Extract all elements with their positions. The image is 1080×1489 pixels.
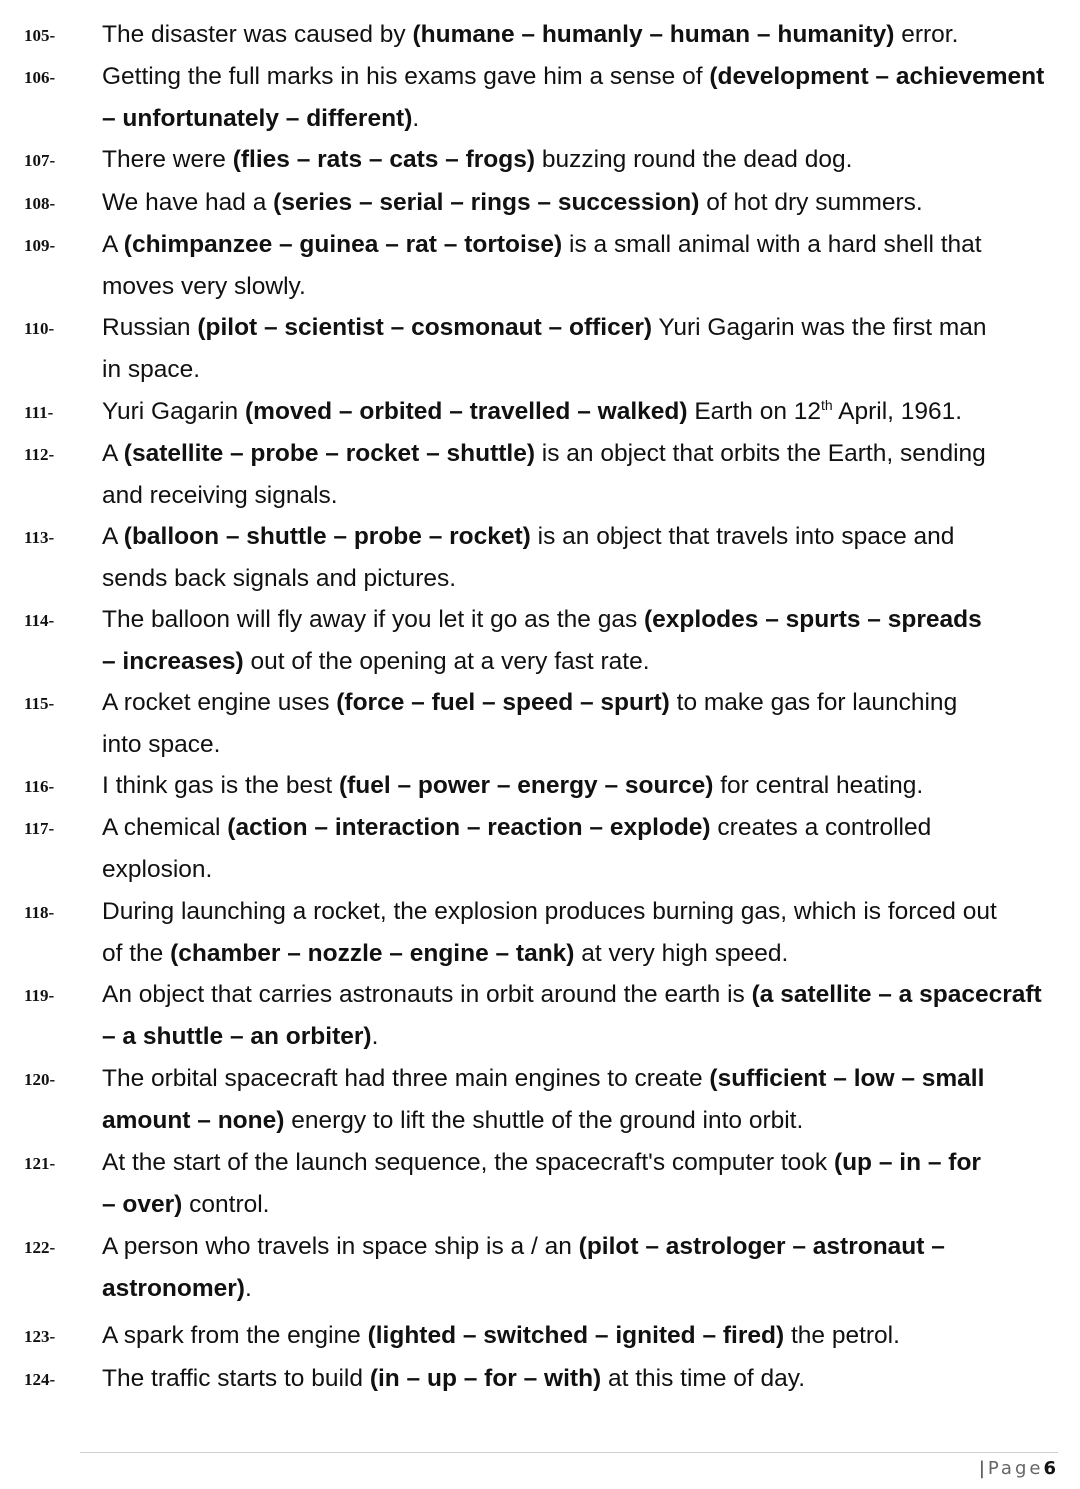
answer-options: amount – none)	[102, 1107, 285, 1134]
answer-options: (balloon – shuttle – probe – rocket)	[123, 523, 531, 550]
question-text: is an object that orbits the Earth, sending	[534, 440, 986, 467]
question-text-line	[102, 475, 1048, 517]
question-text-line	[102, 516, 1048, 558]
question-text-line	[102, 1226, 1048, 1268]
question-text: The balloon will fly away if you let it go as the gas	[102, 606, 645, 633]
question-text: into space.	[102, 731, 221, 758]
question-text-line	[102, 56, 1048, 98]
question-text-line	[102, 1184, 1048, 1226]
answer-options: (force – fuel – speed – spurt)	[336, 689, 670, 716]
question-text-line	[102, 433, 1048, 475]
question-text-line	[102, 1016, 1048, 1058]
question-text: The traffic starts to build	[102, 1365, 370, 1392]
question-number: 113-	[24, 528, 55, 547]
question-text-line	[102, 641, 1048, 683]
question-text-line	[102, 307, 1048, 349]
question-text: out of the opening at a very fast rate.	[243, 648, 650, 675]
question-text: The orbital spacecraft had three main engines to create	[102, 1065, 710, 1092]
answer-options: (moved – orbited – travelled – walked)	[245, 398, 688, 425]
question-number: 119-	[24, 986, 55, 1005]
question-number: 122-	[24, 1238, 56, 1257]
answer-options: (pilot – scientist – cosmonaut – officer)	[197, 314, 653, 341]
question-text-line	[102, 849, 1048, 891]
question-text-line	[102, 933, 1048, 975]
question-text-line	[102, 765, 1048, 807]
answer-options: (satellite – probe – rocket – shuttle)	[123, 440, 535, 467]
question-text-line	[102, 1058, 1048, 1100]
question-number: 123-	[24, 1327, 56, 1346]
answer-options: (sufficient – low – small	[709, 1065, 985, 1092]
question-text: A rocket engine uses	[102, 689, 337, 716]
question-text: in space.	[102, 356, 201, 383]
question-text-line	[102, 349, 1048, 391]
question-number: 108-	[24, 194, 56, 213]
question-text: Russian	[102, 314, 198, 341]
question-text-line	[102, 139, 1048, 181]
footer-divider	[80, 1452, 1058, 1453]
question-text: Yuri Gagarin was the first man	[652, 314, 987, 341]
question-text: at this time of day.	[601, 1365, 806, 1392]
answer-options: (lighted – switched – ignited – fired)	[367, 1322, 785, 1349]
question-text: A	[102, 231, 124, 258]
question-text: at very high speed.	[574, 940, 789, 967]
question-text: We have had a	[102, 189, 274, 216]
question-text: A person who travels in space ship is a / an	[102, 1233, 579, 1260]
question-number: 105-	[24, 26, 56, 45]
question-number: 117-	[24, 819, 55, 838]
question-number: 109-	[24, 236, 56, 255]
question-text: creates a controlled	[710, 814, 932, 841]
question-text: for central heating.	[713, 772, 924, 799]
question-text-line	[102, 182, 1048, 224]
question-text: to make gas for launching	[669, 689, 958, 716]
question-text-line	[102, 724, 1048, 766]
question-text-line	[102, 1358, 1048, 1400]
question-text-line	[102, 1268, 1048, 1310]
answer-options: (up – in – for	[833, 1149, 981, 1176]
question-text: Yuri Gagarin	[102, 398, 245, 425]
question-text: There were	[102, 146, 233, 173]
answer-options: – over)	[102, 1191, 183, 1218]
answer-options: (in – up – for – with)	[369, 1365, 602, 1392]
answer-options: (humane – humanly – human – humanity)	[412, 21, 895, 48]
question-text-line	[102, 1142, 1048, 1184]
footer-separator: |	[978, 1458, 985, 1479]
question-text: Getting the full marks in his exams gave him a sense of	[102, 63, 710, 90]
question-text: A spark from the engine	[102, 1322, 368, 1349]
answer-options: (a satellite – a spacecraft	[751, 981, 1042, 1008]
question-text-line	[102, 1100, 1048, 1142]
question-number: 110-	[24, 319, 55, 338]
question-text: An object that carries astronauts in orbit around the earth is	[102, 981, 752, 1008]
answer-options: (fuel – power – energy – source)	[338, 772, 714, 799]
question-text: of hot dry summers.	[699, 189, 923, 216]
question-text: is a small animal with a hard shell that	[562, 231, 982, 258]
question-number: 116-	[24, 777, 55, 796]
question-text-line	[102, 807, 1048, 849]
question-text-line	[102, 266, 1048, 308]
question-text-line	[102, 891, 1048, 933]
answer-options: (explodes – spurts – spreads	[644, 606, 982, 633]
question-number: 111-	[24, 403, 54, 422]
question-number: 120-	[24, 1070, 56, 1089]
question-text-line	[102, 391, 1048, 433]
question-number: 121-	[24, 1154, 56, 1173]
page-label: Page	[987, 1458, 1044, 1479]
question-number: 118-	[24, 903, 55, 922]
answer-options: (series – serial – rings – succession)	[273, 189, 700, 216]
question-text: Earth on 12	[687, 398, 821, 425]
answer-options: (action – interaction – reaction – explode)	[227, 814, 711, 841]
ordinal-suffix: th	[821, 396, 833, 413]
question-text-line	[102, 98, 1048, 140]
answer-options: (development – achievement	[709, 63, 1045, 90]
question-number: 106-	[24, 68, 56, 87]
answer-options: (chimpanzee – guinea – rat – tortoise)	[123, 231, 563, 258]
question-text: the petrol.	[784, 1322, 900, 1349]
question-text-line	[102, 558, 1048, 600]
answer-options: – unfortunately – different)	[102, 105, 413, 132]
question-text: At the start of the launch sequence, the spacecraft's computer took	[102, 1149, 834, 1176]
question-text-line	[102, 14, 1048, 56]
question-text-line	[102, 1315, 1048, 1357]
question-text: A chemical	[102, 814, 228, 841]
answer-options: (chamber – nozzle – engine – tank)	[170, 940, 575, 967]
question-text: sends back signals and pictures.	[102, 565, 457, 592]
question-number: 112-	[24, 445, 55, 464]
question-text-line	[102, 682, 1048, 724]
question-text: .	[244, 1275, 252, 1302]
question-text-line	[102, 224, 1048, 266]
question-text: energy to lift the shuttle of the ground into orbit.	[284, 1107, 804, 1134]
question-text: A	[102, 440, 124, 467]
question-text: control.	[182, 1191, 270, 1218]
answer-options: – a shuttle – an orbiter)	[102, 1023, 372, 1050]
question-text: .	[412, 105, 420, 132]
question-text: During launching a rocket, the explosion produces burning gas, which is forced out	[102, 898, 997, 925]
answer-options: (pilot – astrologer – astronaut –	[578, 1233, 945, 1260]
answer-options: astronomer)	[102, 1275, 245, 1302]
question-text: buzzing round the dead dog.	[535, 146, 853, 173]
question-text: I think gas is the best	[102, 772, 339, 799]
question-text-line	[102, 599, 1048, 641]
page-footer	[979, 1458, 1056, 1479]
answer-options: (flies – rats – cats – frogs)	[232, 146, 536, 173]
question-number: 114-	[24, 611, 55, 630]
question-text: explosion.	[102, 856, 213, 883]
question-text-line	[102, 974, 1048, 1016]
question-text: moves very slowly.	[102, 273, 306, 300]
page-number: 6	[1043, 1458, 1056, 1479]
question-text: .	[371, 1023, 379, 1050]
question-number: 107-	[24, 151, 56, 170]
question-text: A	[102, 523, 124, 550]
question-text: The disaster was caused by	[102, 21, 413, 48]
question-text: April, 1961.	[832, 398, 963, 425]
question-text: error.	[894, 21, 959, 48]
answer-options: – increases)	[102, 648, 244, 675]
question-text: and receiving signals.	[102, 482, 338, 509]
question-text: of the	[102, 940, 171, 967]
question-number: 115-	[24, 694, 55, 713]
question-text: is an object that travels into space and	[530, 523, 955, 550]
question-number: 124-	[24, 1370, 56, 1389]
